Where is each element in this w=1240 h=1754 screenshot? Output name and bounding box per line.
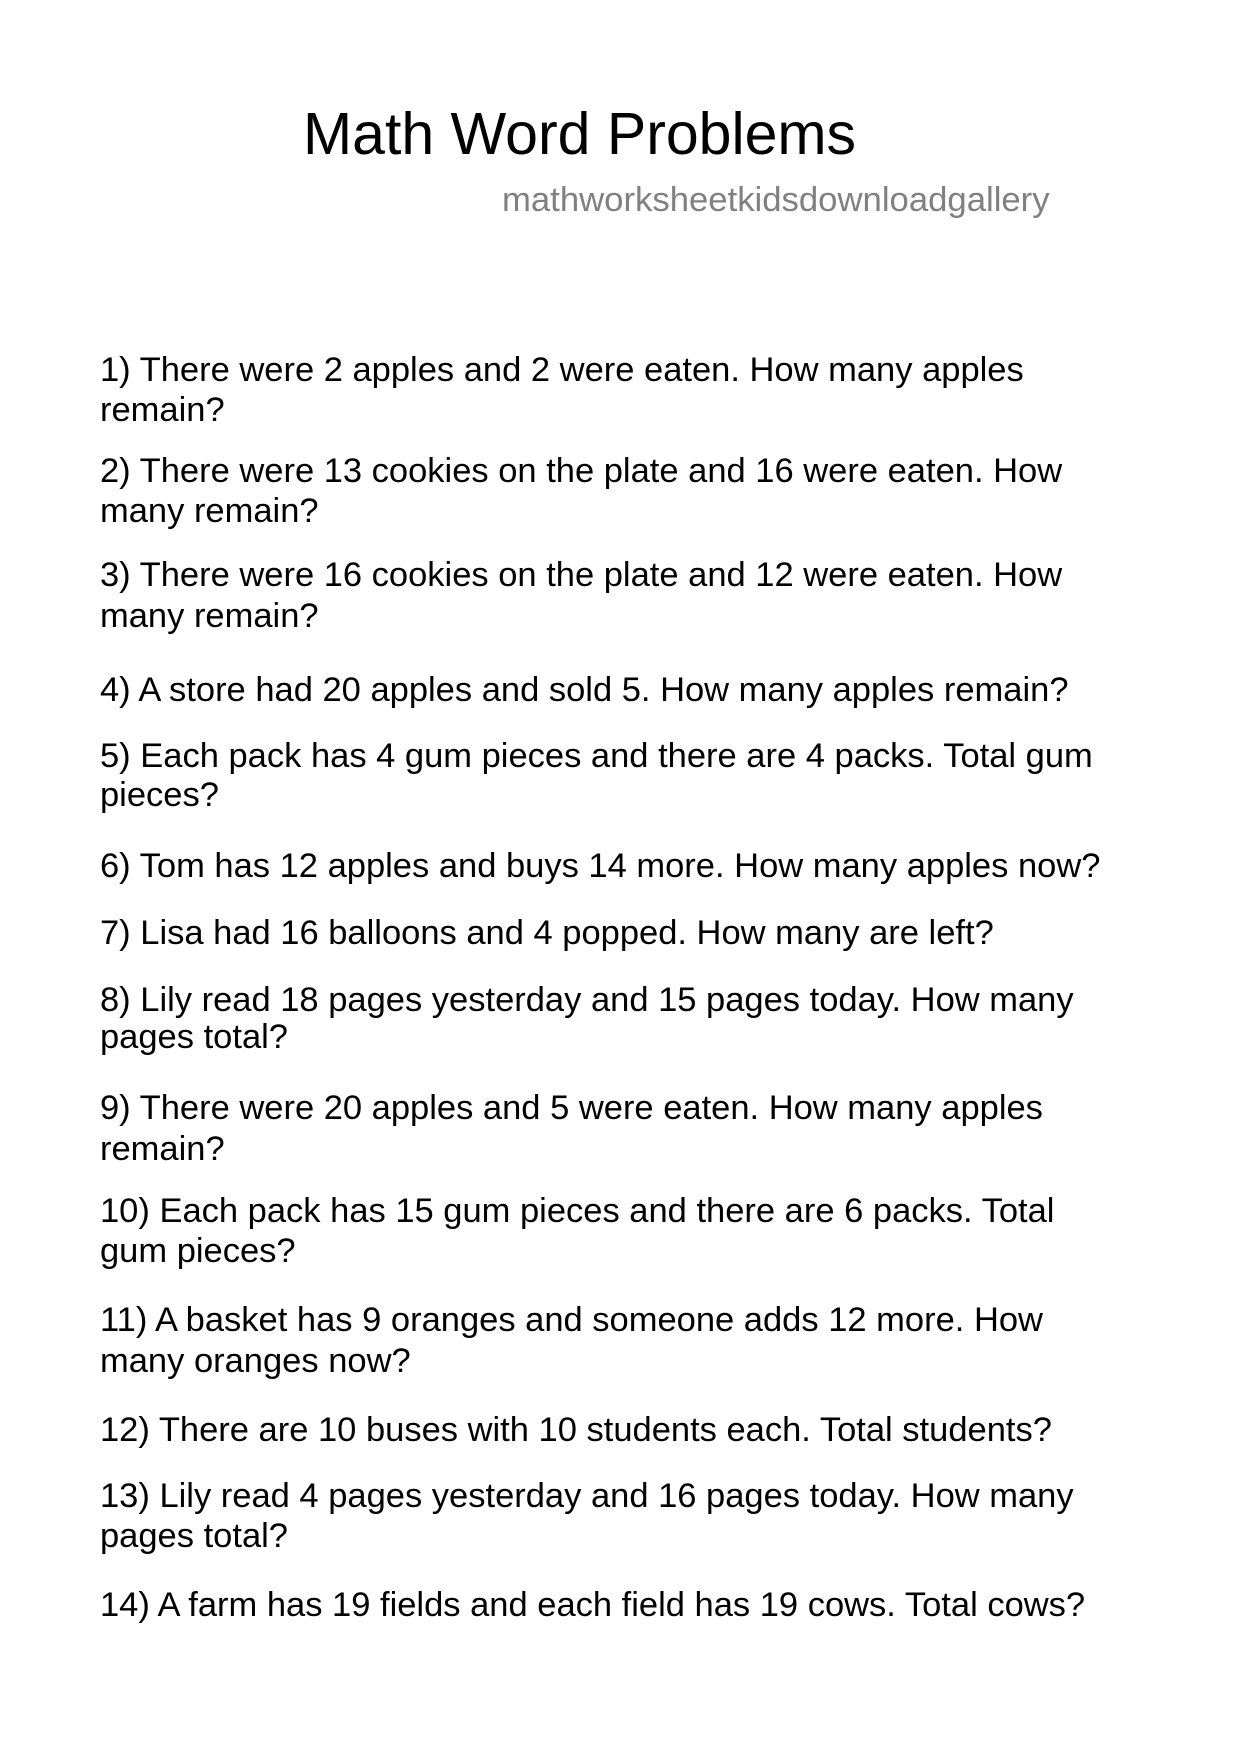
- problem-text-line: 4) A store had 20 apples and sold 5. How many apples remain?: [100, 671, 1069, 709]
- problem-text-line: 8) Lily read 18 pages yesterday and 15 pages today. How many: [100, 981, 1074, 1019]
- problem-text-line: pages total?: [100, 1018, 288, 1056]
- problem-text-line: many remain?: [100, 597, 319, 635]
- problem-text-line: 6) Tom has 12 apples and buys 14 more. How many apples now?: [100, 847, 1101, 885]
- problem-text-line: 1) There were 2 apples and 2 were eaten. How many apples: [100, 351, 1024, 389]
- problem-text-line: gum pieces?: [100, 1232, 296, 1270]
- problem-text-line: 5) Each pack has 4 gum pieces and there are 4 packs. Total gum: [100, 737, 1093, 775]
- problem-text-line: 13) Lily read 4 pages yesterday and 16 pages today. How many: [100, 1477, 1074, 1515]
- problem-text-line: 12) There are 10 buses with 10 students each. Total students?: [100, 1411, 1052, 1449]
- problem-text-line: pieces?: [100, 776, 219, 814]
- problem-text-line: 7) Lisa had 16 balloons and 4 popped. How many are left?: [100, 914, 994, 952]
- problem-text-line: 2) There were 13 cookies on the plate and 16 were eaten. How: [100, 452, 1063, 490]
- problem-text-line: 11) A basket has 9 oranges and someone adds 12 more. How: [100, 1301, 1043, 1339]
- source-watermark: mathworksheetkidsdownloadgallery: [502, 181, 1050, 219]
- problem-text-line: many remain?: [100, 492, 319, 530]
- problem-text-line: 14) A farm has 19 fields and each field has 19 cows. Total cows?: [100, 1586, 1086, 1624]
- page-title: Math Word Problems: [303, 101, 857, 167]
- problem-text-line: 9) There were 20 apples and 5 were eaten. How many apples: [100, 1089, 1043, 1127]
- problem-text-line: 3) There were 16 cookies on the plate and 12 were eaten. How: [100, 556, 1063, 594]
- problem-text-line: pages total?: [100, 1517, 288, 1555]
- problem-text-line: remain?: [100, 1130, 225, 1168]
- problem-text-line: many oranges now?: [100, 1342, 411, 1380]
- problem-text-line: remain?: [100, 391, 225, 429]
- problem-text-line: 10) Each pack has 15 gum pieces and there are 6 packs. Total: [100, 1192, 1055, 1230]
